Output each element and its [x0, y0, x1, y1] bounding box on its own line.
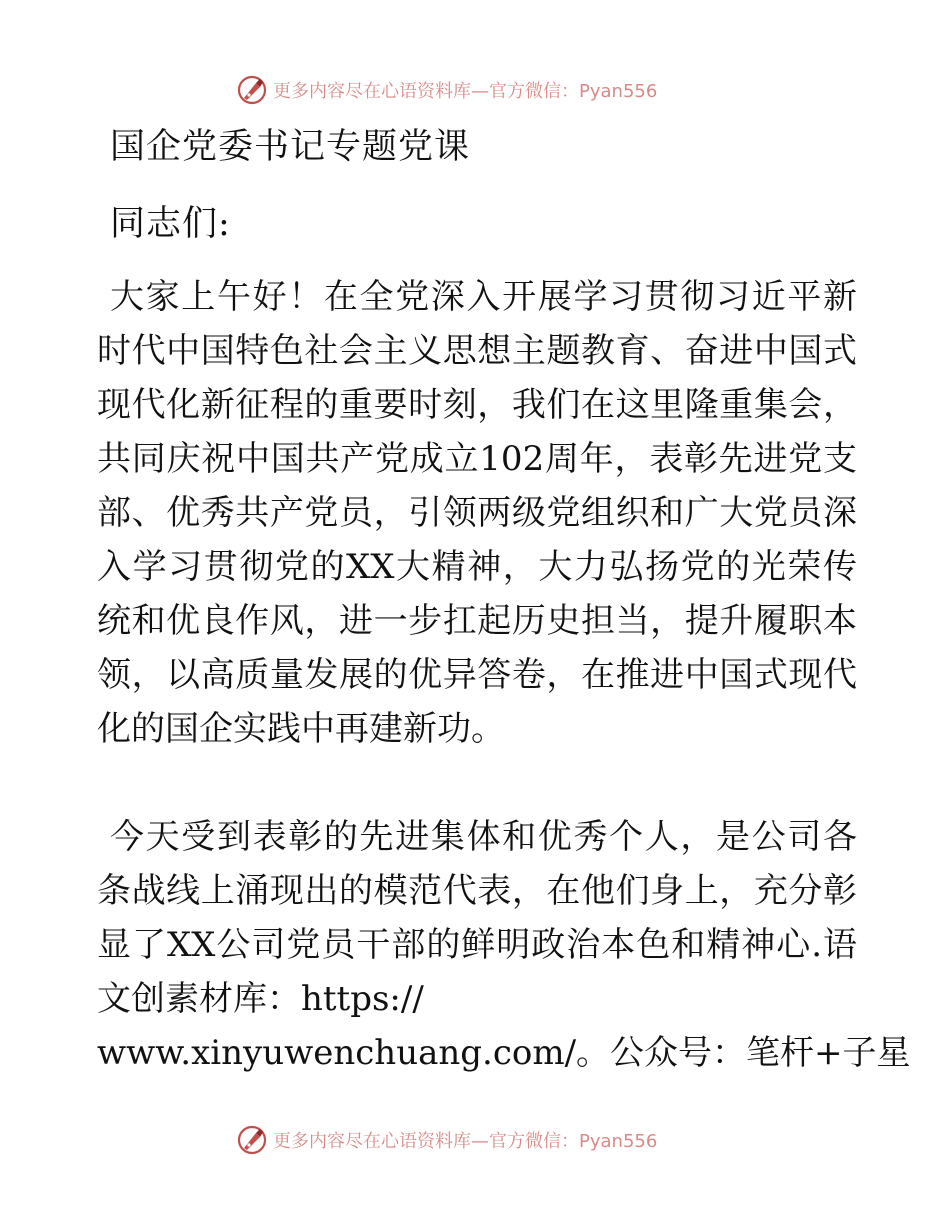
watermark-text: 更多内容尽在心语资料库—官方微信：Pyan556 — [273, 81, 658, 102]
paragraph-line: 文创素材库：https:// — [97, 979, 424, 1019]
watermark-banner-top — [236, 72, 657, 108]
paragraph-line: 大家上午好！在全党深入开展学习贯彻习近平新 — [110, 277, 857, 317]
paragraph-line: 今天受到表彰的先进集体和优秀个人，是公司各 — [110, 817, 857, 857]
paragraph-line: 显了XX公司党员干部的鲜明政治本色和精神心.语 — [97, 925, 857, 965]
greeting: 同志们: — [110, 204, 231, 244]
paragraph-line: 化的国企实践中再建新功。 — [97, 709, 505, 749]
paragraph-line: 时代中国特色社会主义思想主题教育、奋进中国式 — [97, 331, 857, 371]
paragraph-opening — [97, 270, 857, 756]
paragraph-line: 共同庆祝中国共产党成立102周年，表彰先进党支 — [97, 439, 857, 479]
paragraph-line: 部、优秀共产党员，引领两级党组织和广大党员深 — [97, 493, 857, 533]
paragraph-line: www.xinyuwenchuang.com/。公众号：笔杆+子星 — [97, 1033, 911, 1073]
watermark-text: 更多内容尽在心语资料库—官方微信：Pyan556 — [273, 1131, 658, 1152]
document-title: 国企党委书记专题党课 — [110, 127, 471, 167]
pen-nib-logo-icon — [236, 1124, 268, 1156]
paragraph-line: 领，以高质量发展的优异答卷，在推进中国式现代 — [97, 655, 857, 695]
paragraph-line: 现代化新征程的重要时刻，我们在这里隆重集会， — [97, 385, 857, 425]
watermark-banner-bottom — [236, 1122, 657, 1158]
paragraph-line: 入学习贯彻党的XX大精神，大力弘扬党的光荣传 — [97, 547, 857, 587]
paragraph-line: 统和优良作风，进一步扛起历史担当，提升履职本 — [97, 601, 857, 641]
pen-nib-logo-icon — [236, 74, 268, 106]
paragraph-line: 条战线上涌现出的模范代表，在他们身上，充分彰 — [97, 871, 857, 911]
paragraph-commendation — [97, 810, 911, 1080]
